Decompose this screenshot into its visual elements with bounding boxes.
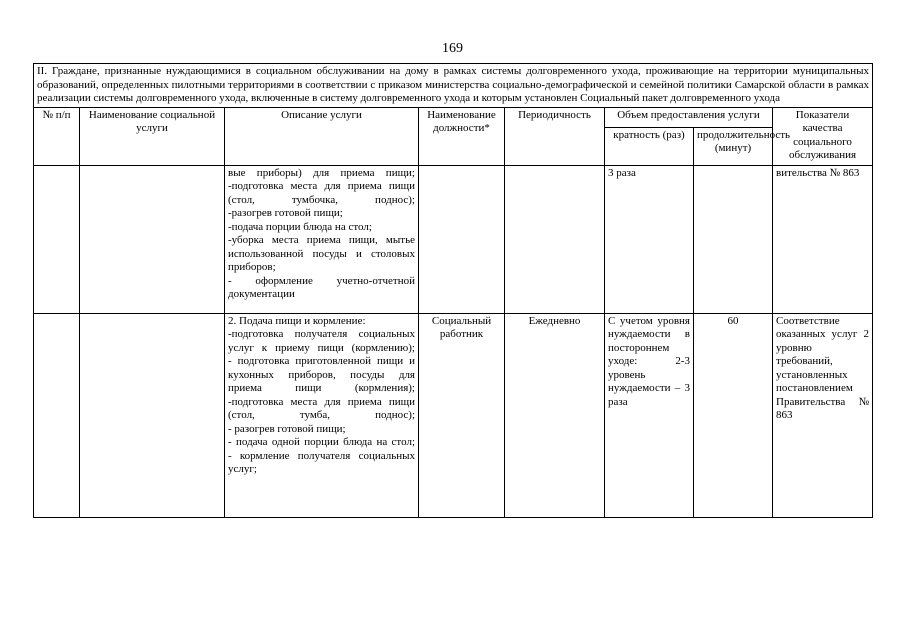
cell-multiplicity xyxy=(605,313,694,517)
description-line: вые приборы) для приема пищи; xyxy=(228,166,415,179)
header-multiplicity: кратность (раз) xyxy=(605,127,694,165)
quality-text: вительства № 863 xyxy=(776,166,860,179)
multiplicity-text: С учетом уровня нуждаемости в постороннем уходе: 2-3 уровень нуждаемости – 3 раза xyxy=(608,314,690,408)
cell-service-name xyxy=(80,313,225,517)
page-number: 169 xyxy=(442,41,463,56)
description-line: - оформление учетно-отчетной документации xyxy=(228,274,415,300)
cell-quality xyxy=(773,313,873,517)
table-row xyxy=(34,313,873,517)
cell-periodicity: Ежедневно xyxy=(505,313,605,517)
cell-quality xyxy=(773,165,873,313)
cell-position xyxy=(419,165,505,313)
cell-description xyxy=(225,313,419,517)
header-periodicity: Периодичность xyxy=(505,107,605,165)
description-line: -уборка места приема пищи, мытье использованной посуды и столовых приборов; xyxy=(228,234,415,273)
header-row xyxy=(34,107,873,127)
section-title-row xyxy=(34,64,873,108)
header-service-name: Наименование социальной услуги xyxy=(80,107,225,165)
description-line: -разогрев готовой пищи; xyxy=(228,207,343,219)
section-title: II. Граждане, признанные нуждающимися в социальном обслуживании на дому в рамках системы долговременного ухода, проживающие на территории муниципальных образований, определенных пилотными территориями в соответствии с приказом министерства социально-демографической и семейной политики Самарской области в рамках реализации системы долговременного ухода, включенные в систему долговременного ухода и которым установлен Социальный пакет долговременного ухода xyxy=(34,64,873,108)
cell-num xyxy=(34,165,80,313)
description-line: - подача одной порции блюда на стол; xyxy=(228,436,415,448)
header-num: № п/п xyxy=(34,107,80,165)
description-line: - кормление получателя социальных услуг; xyxy=(228,449,415,475)
description-line: 2. Подача пищи и кормление: xyxy=(228,314,366,327)
cell-service-name xyxy=(80,165,225,313)
cell-duration xyxy=(694,165,773,313)
description-line: -подготовка места для приема пищи (стол, тумбочка, поднос); xyxy=(228,180,415,206)
cell-num xyxy=(34,313,80,517)
quality-text: Соответствие оказанных услуг 2 уровню требований, установленных постановлением Правительства № 863 xyxy=(776,314,870,421)
cell-position: Социальный работник xyxy=(419,313,505,517)
cell-multiplicity: 3 раза xyxy=(605,165,694,313)
table-row xyxy=(34,165,873,313)
cell-periodicity xyxy=(505,165,605,313)
header-position: Наименование должности* xyxy=(419,107,505,165)
description-line: - подготовка приготовленной пищи и кухонных приборов, посуды для приема пищи (кормления); xyxy=(228,355,415,394)
description-line: -подготовка места для приема пищи (стол, тумба, поднос); xyxy=(228,395,415,421)
header-duration: продолжительность (минут) xyxy=(694,127,773,165)
description-line: - разогрев готовой пищи; xyxy=(228,422,346,435)
cell-duration: 60 xyxy=(694,313,773,517)
description-line: -подача порции блюда на стол; xyxy=(228,220,372,233)
header-quality: Показатели качества социального обслуживания xyxy=(773,107,873,165)
cell-description xyxy=(225,165,419,313)
services-table xyxy=(33,63,873,518)
header-description: Описание услуги xyxy=(225,107,419,165)
header-volume: Объем предоставления услуги xyxy=(605,107,773,127)
description-line: -подготовка получателя социальных услуг к приему пищи (кормлению); xyxy=(228,328,415,354)
